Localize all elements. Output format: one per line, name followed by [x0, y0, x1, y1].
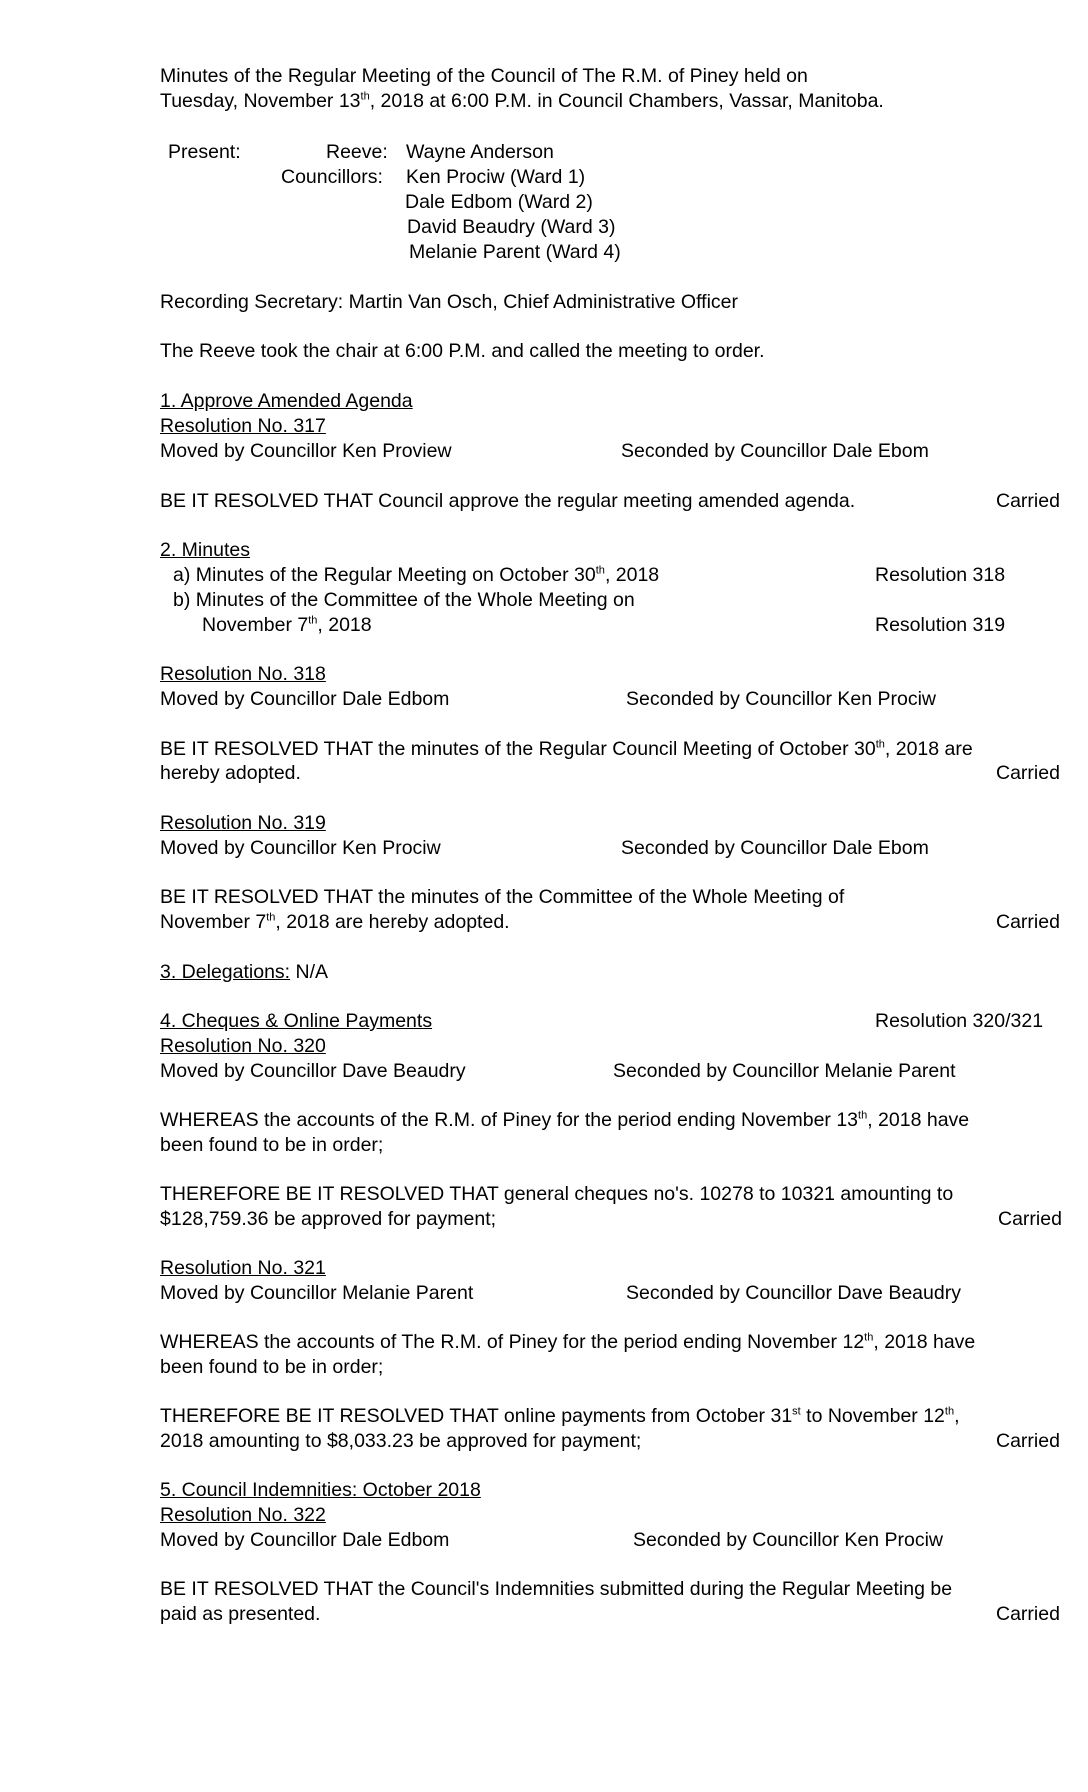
resolution-321-whereas-text: WHEREAS the accounts of The R.M. of Piney for the period ending November 12 — [160, 1331, 865, 1353]
resolution-320-whereas-end: , 2018 have — [867, 1109, 970, 1131]
section-4-resolutions: Resolution 320/321 — [875, 1010, 1044, 1032]
resolution-320-seconded: Seconded by Councillor Melanie Parent — [613, 1060, 956, 1082]
heading-text: Minutes of the Regular Meeting of the Council of The R.M. of Piney held on — [160, 65, 808, 87]
section-1-title: 1. Approve Amended Agenda — [160, 390, 413, 412]
resolution-319-text-end: , 2018 are hereby adopted. — [275, 911, 510, 933]
resolution-320-therefore-1: THEREFORE BE IT RESOLVED THAT general cheques no's. 10278 to 10321 amounting to — [160, 1183, 954, 1205]
minutes-item-a-year: , 2018 — [604, 564, 660, 586]
resolution-322-carried: Carried — [996, 1603, 1060, 1625]
councillor-ward-2: Dale Edbom (Ward 2) — [405, 191, 593, 213]
resolution-321-carried: Carried — [996, 1430, 1060, 1452]
document-heading-line-2 — [160, 89, 884, 113]
resolution-318-text-1 — [160, 737, 973, 761]
ordinal-suffix: th — [875, 738, 885, 751]
reeve-label: Reeve: — [326, 141, 388, 163]
resolution-321-therefore-2: 2018 amounting to $8,033.23 be approved for payment; — [160, 1430, 642, 1452]
resolution-319-number: Resolution No. 319 — [160, 812, 326, 834]
ordinal-suffix: th — [858, 1109, 868, 1122]
resolution-321-whereas-2: been found to be in order; — [160, 1356, 384, 1378]
ordinal-suffix: th — [360, 90, 370, 103]
resolution-321-whereas-end: , 2018 have — [873, 1331, 976, 1353]
resolution-322-number: Resolution No. 322 — [160, 1504, 326, 1526]
minutes-item-a-text: a) Minutes of the Regular Meeting on October 30 — [173, 564, 596, 586]
heading-date: Tuesday, November 13 — [160, 90, 361, 112]
resolution-319-seconded: Seconded by Councillor Dale Ebom — [621, 837, 929, 859]
councillor-ward-4: Melanie Parent (Ward 4) — [409, 241, 621, 263]
resolution-319-text-1: BE IT RESOLVED THAT the minutes of the Committee of the Whole Meeting of — [160, 886, 845, 908]
resolution-318-moved: Moved by Councillor Dale Edbom — [160, 688, 450, 710]
resolution-317-seconded: Seconded by Councillor Dale Ebom — [621, 440, 929, 462]
resolution-320-moved: Moved by Councillor Dave Beaudry — [160, 1060, 466, 1082]
councillors-label: Councillors: — [281, 166, 383, 188]
resolution-319-date: November 7 — [160, 911, 267, 933]
call-to-order: The Reeve took the chair at 6:00 P.M. and called the meeting to order. — [160, 340, 765, 362]
resolution-319-text-2 — [160, 910, 510, 934]
resolution-318-seconded: Seconded by Councillor Ken Prociw — [626, 688, 937, 710]
section-2-title: 2. Minutes — [160, 539, 250, 561]
resolution-322-text-1: BE IT RESOLVED THAT the Council's Indemnities submitted during the Regular Meeting be — [160, 1578, 953, 1600]
resolution-321-therefore-mid: to November 12 — [800, 1405, 945, 1427]
resolution-320-carried: Carried — [998, 1208, 1062, 1230]
resolution-320-whereas-text: WHEREAS the accounts of the R.M. of Piney for the period ending November 13 — [160, 1109, 859, 1131]
resolution-322-moved: Moved by Councillor Dale Edbom — [160, 1529, 450, 1551]
resolution-319-carried: Carried — [996, 911, 1060, 933]
minutes-item-a-resolution: Resolution 318 — [875, 564, 1006, 586]
minutes-item-b: b) Minutes of the Committee of the Whole Meeting on — [173, 589, 635, 611]
resolution-320-whereas-1 — [160, 1108, 969, 1132]
reeve-name: Wayne Anderson — [406, 141, 554, 163]
resolution-318-carried: Carried — [996, 762, 1060, 784]
minutes-item-b-month: November 7 — [202, 614, 309, 636]
resolution-318-text: BE IT RESOLVED THAT the minutes of the Regular Council Meeting of October 30 — [160, 738, 876, 760]
resolution-319-moved: Moved by Councillor Ken Prociw — [160, 837, 441, 859]
section-3-title: 3. Delegations: — [160, 961, 291, 983]
ordinal-suffix: th — [266, 911, 276, 924]
resolution-318-text-2: hereby adopted. — [160, 762, 301, 784]
resolution-317-moved: Moved by Councillor Ken Proview — [160, 440, 452, 462]
ordinal-suffix: th — [864, 1331, 874, 1344]
resolution-322-text-2: paid as presented. — [160, 1603, 321, 1625]
minutes-item-b-resolution: Resolution 319 — [875, 614, 1006, 636]
resolution-321-whereas-1 — [160, 1330, 975, 1354]
resolution-321-moved: Moved by Councillor Melanie Parent — [160, 1282, 474, 1304]
resolution-322-seconded: Seconded by Councillor Ken Prociw — [633, 1529, 944, 1551]
section-5-title: 5. Council Indemnities: October 2018 — [160, 1479, 481, 1501]
present-label: Present: — [168, 141, 241, 163]
resolution-318-number: Resolution No. 318 — [160, 663, 326, 685]
resolution-321-seconded: Seconded by Councillor Dave Beaudry — [626, 1282, 961, 1304]
section-4-title: 4. Cheques & Online Payments — [160, 1010, 433, 1032]
resolution-321-therefore-end: , — [954, 1405, 960, 1427]
document-heading-line-1 — [160, 64, 808, 88]
minutes-item-b-year: , 2018 — [317, 614, 372, 636]
resolution-317-carried: Carried — [996, 490, 1060, 512]
ordinal-suffix: th — [595, 564, 605, 577]
councillor-ward-1: Ken Prociw (Ward 1) — [406, 166, 586, 188]
resolution-321-therefore-1 — [160, 1404, 960, 1428]
resolution-317-text: BE IT RESOLVED THAT Council approve the regular meeting amended agenda. — [160, 490, 856, 512]
resolution-321-number: Resolution No. 321 — [160, 1257, 326, 1279]
heading-time-place: , 2018 at 6:00 P.M. in Council Chambers, Vassar, Manitoba. — [369, 90, 884, 112]
ordinal-suffix: st — [792, 1405, 801, 1418]
minutes-item-b-date — [202, 613, 372, 637]
ordinal-suffix: th — [308, 614, 318, 627]
resolution-320-number: Resolution No. 320 — [160, 1035, 326, 1057]
resolution-321-therefore-text: THEREFORE BE IT RESOLVED THAT online payments from October 31 — [160, 1405, 793, 1427]
ordinal-suffix: th — [944, 1405, 955, 1418]
resolution-317-number: Resolution No. 317 — [160, 415, 326, 437]
minutes-item-a — [173, 563, 659, 587]
delegations-value: N/A — [290, 961, 329, 983]
section-3 — [160, 960, 328, 984]
recording-secretary: Recording Secretary: Martin Van Osch, Chief Administrative Officer — [160, 291, 739, 313]
resolution-318-text-end: , 2018 are — [884, 738, 973, 760]
resolution-320-whereas-2: been found to be in order; — [160, 1134, 384, 1156]
councillor-ward-3: David Beaudry (Ward 3) — [407, 216, 616, 238]
resolution-320-therefore-2: $128,759.36 be approved for payment; — [160, 1208, 497, 1230]
